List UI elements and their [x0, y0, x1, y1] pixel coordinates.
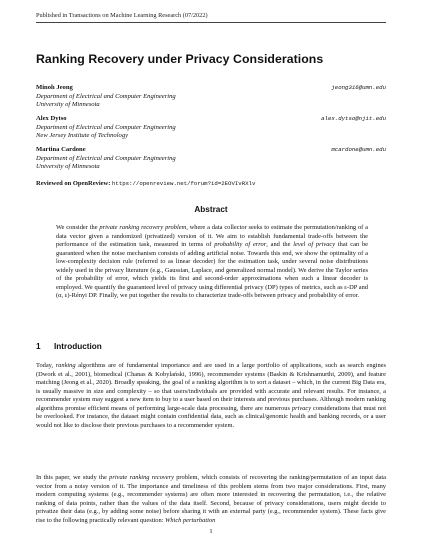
abstract-heading: Abstract: [194, 205, 228, 214]
venue-header: Published in Transactions on Machine Learning Research (07/2022): [36, 12, 208, 19]
section-number: 1: [36, 342, 41, 351]
author-block-2: [36, 115, 386, 141]
abstract-text: We consider the private ranking recovery problem, where a data collector seeks to estimate the permutation/ranking of a data vector given a randomized (privatized) version of it. We aim to establish fundamental trade-offs between the performance of the estimation task, measured in terms of probability of error, and the level of privacy that can be guaranteed when the noise mechanism consists of adding artificial noise. Towards this end, we show the optimality of a low-complexity decision rule (referred to as linear decoder) for the estimation task, under several noise distributions widely used in the privacy literature (e.g., Gaussian, Laplace, and generalized normal model). We derive the Taylor series of the probability of error, which yields its first and second-order approximations when such a linear decoder is employed. We quantify the guaranteed level of privacy using differential privacy (DP) types of metrics, such as ε-DP and (α, ε)-Rényi DP. Finally, we put together the results to characterize trade-offs between privacy and probability of error.: [56, 224, 369, 300]
author-email[interactable]: jeong316@umn.edu: [331, 84, 386, 91]
author-block-1: [36, 84, 386, 110]
page-number: 1: [209, 528, 213, 535]
author-department: Department of Electrical and Computer Engineering: [36, 92, 176, 100]
author-institution: University of Minnesota: [36, 163, 100, 171]
section-title: Introduction: [54, 342, 102, 351]
intro-paragraph-2: In this paper, we study the private ranking recovery problem, which consists of recovering the ranking/permutation of an input data vector from a noisy version of it. The importance and timeliness of this problem stems from two major considerations. First, many modern computing systems (e.g., recommender systems) are often more interested in recovering the permutation, i.e., the relative ranking of data points, rather than the values of the data itself. Second, because of privacy considerations, users might decide to privatize their data (e.g., by adding some noise) before sharing it with an external party (e.g., recommender system). These facts give rise to the following practically relevant question: Which perturbation: [36, 474, 386, 524]
header-rule: [36, 22, 386, 23]
author-institution: New Jersey Institute of Technology: [36, 132, 129, 140]
author-name: Minoh Jeong: [36, 84, 73, 91]
author-email[interactable]: mcardone@umn.edu: [331, 146, 386, 153]
paper-title: Ranking Recovery under Privacy Considerations: [36, 52, 324, 66]
author-name: Alex Dytso: [36, 115, 67, 122]
author-block-3: [36, 146, 386, 172]
author-department: Department of Electrical and Computer Engineering: [36, 123, 176, 131]
author-department: Department of Electrical and Computer Engineering: [36, 154, 176, 162]
openreview-link[interactable]: https://openreview.net/forum?id=2EOVIvRXlv: [112, 180, 256, 187]
review-label: Reviewed on OpenReview:: [36, 180, 111, 187]
author-email[interactable]: alex.dytso@njit.edu: [321, 115, 386, 122]
author-name: Martina Cardone: [36, 146, 86, 153]
review-line: [36, 180, 255, 187]
intro-paragraph-1: Today, ranking algorithms are of fundamental importance and are used in a large portfolio of applications, such as search engines (Dwork et al., 2001), biomedical (Chanas & Kobylański, 1996), recommender systems (Baskin & Krishnamurthi, 2009), and feature matching (Jeong et al., 2020). Broadly speaking, the goal of a ranking algorithm is to sort a dataset – which, in the current Big Data era, is usually massive in size and complexity – so that users/individuals are provided with accurate and relevant results. For instance, a recommender system may suggest a new item to buy to a user based on their interests and previous purchases. Although modern ranking algorithms promise efficient means of performing large-scale data processing, there are numerous privacy considerations that must not be overlooked. For instance, the dataset might contain confidential data, such as clinical/genomic health and banking records, or a user would not like to disclose their previous purchases to a recommender system.: [36, 362, 387, 429]
author-institution: University of Minnesota: [36, 101, 100, 109]
section-heading: [36, 342, 102, 351]
